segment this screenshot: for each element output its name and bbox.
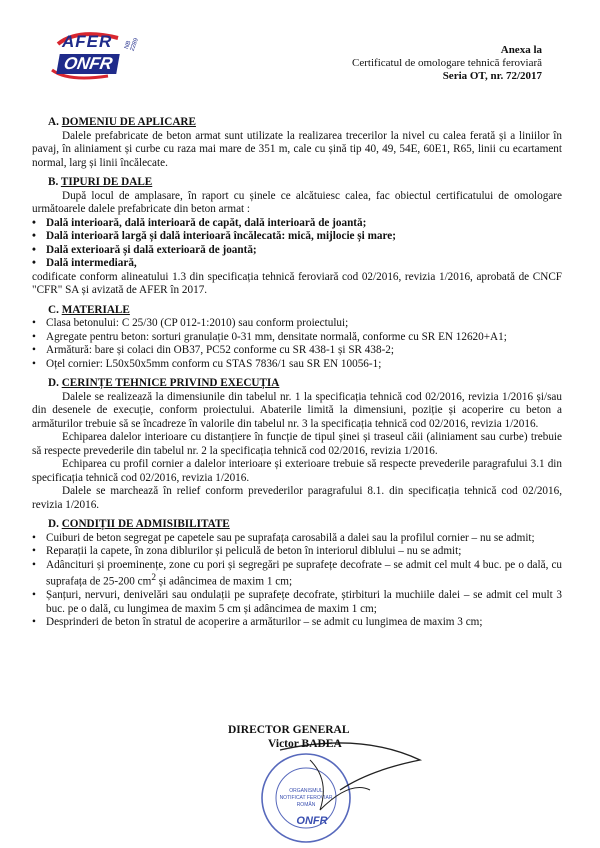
- slab-types-list: [32, 217, 562, 271]
- list-item: • Desprinderi de beton în stratul de acoperire a armăturilor – se admit cu lungimea de maxim 3 cm;: [32, 616, 562, 630]
- section-d-heading: [48, 377, 562, 391]
- section-d: [32, 377, 562, 512]
- section-c: [32, 304, 562, 372]
- section-c-letter: C.: [48, 303, 59, 316]
- signature-block: [220, 720, 460, 840]
- section-a-title: DOMENIU DE APLICARE: [61, 116, 196, 128]
- section-d-title: CERINȚE TEHNICE PRIVIND EXECUȚIA: [61, 377, 280, 389]
- document-body: [32, 110, 562, 630]
- list-item: • Oțel cornier: L50x50x5mm conform cu STAS 7836/1 sau SR EN 10056-1;: [32, 358, 562, 372]
- section-e-title: CONDIȚII DE ADMISIBILITATE: [61, 518, 230, 530]
- logo-reg-number: NB 2289: [124, 37, 140, 53]
- signatory-title: DIRECTOR GENERAL: [228, 724, 350, 736]
- signatory-name: Victor BADEA: [268, 738, 342, 750]
- logo-afer-text: AFER: [62, 32, 113, 51]
- afer-onfr-logo: [48, 30, 140, 90]
- section-b-intro: După locul de amplasare, în raport cu șinele ce alcătuiesc calea, fac obiectul certificatului de omologare următoarele dalele prefabricate din beton armat :: [32, 189, 562, 215]
- section-b-letter: B.: [48, 176, 59, 188]
- svg-text:NOTIFICAT FEROVIAR: NOTIFICAT FEROVIAR: [279, 795, 333, 801]
- stamp-center-text: ONFR: [296, 815, 328, 827]
- materials-list: [32, 317, 562, 371]
- section-b: [32, 176, 562, 298]
- list-item: • Dală exterioară și dală exterioară de joantă;: [32, 244, 562, 258]
- annex-header: [352, 44, 542, 83]
- svg-text:ROMÂN: ROMÂN: [296, 802, 316, 808]
- section-a-text: Dalele prefabricate de beton armat sunt utilizate la realizarea trecerilor la nivel cu calea ferată și a liniilor în pavaj, în aliniament și curbe cu raza mai mare de 351 m, cale cu șină tip 40, 49, 54E, 60E1, R65, linii cu ecartament normal, larg și linii încălecate.: [32, 129, 562, 169]
- section-e: [32, 518, 562, 630]
- list-item: • Agregate pentru beton: sorturi granulație 0-31 mm, densitate normală, conforme cu SR EN 12620+A1;: [32, 331, 562, 345]
- section-a-letter: A.: [48, 116, 59, 128]
- list-item: • Cuiburi de beton segregat pe capetele sau pe suprafața carosabilă a dalei sau la profilul cornier – nu se admit;: [32, 532, 562, 546]
- section-b-outro: codificate conform alineatului 1.3 din specificația tehnică feroviară cod 02/2016, revizia 1/2016, aprobată de CNCF "CFR" SA și avizată de AFER în 2017.: [32, 270, 562, 296]
- list-item: • Dală interioară largă și dală interioară încălecată: mică, mijlocie și mare;: [32, 230, 562, 244]
- list-item: • Șanțuri, nervuri, denivelări sau ondulații pe suprafețe decofrate, știrbituri la muchiile dalei – se admit cel mult 3 buc. pe o dală, cu lungimea de maxim 5 cm și adâncimea de maxim 1 cm;: [32, 589, 562, 616]
- list-item: • Adâncituri și proeminențe, zone cu pori și segregări pe suprafețe decofrate – se admit cel mult 4 buc. pe o dală, cu suprafața de 25-200 $cm^2$ și adâncimea de maxim 1 cm;: [32, 559, 562, 590]
- annex-label: Anexa la: [500, 44, 542, 56]
- section-d-paragraph: Echiparea dalelor interioare cu distanțiere în funcție de tipul șinei și traseul căii (aliniament sau curbe) trebuie să respecte prevederile din tabelul nr. 2 la specificația tehnică cod 02/2016, revizia 1/2016.: [32, 431, 562, 457]
- list-item: • Reparații la capete, în zona diblurilor și peliculă de beton în interiorul diblului – nu se admit;: [32, 545, 562, 559]
- signature-scribble: [280, 743, 420, 790]
- logo-onfr-text: ONFR: [56, 54, 120, 74]
- certificate-series: Seria OT, nr. 72/2017: [442, 70, 542, 82]
- list-item: • Dală interioară, dală interioară de capăt, dală interioară de joantă;: [32, 217, 562, 231]
- certificate-name: Certificatul de omologare tehnică feroviară: [352, 57, 542, 69]
- section-e-heading: [48, 518, 562, 532]
- section-b-title: TIPURI DE DALE: [60, 176, 153, 188]
- section-d-paragraph: Dalele se marchează în relief conform prevederilor paragrafului 8.1. din specificația tehnică cod 02/2016, revizia 1/2016.: [32, 485, 562, 511]
- section-e-letter: D.: [48, 518, 59, 530]
- list-item: • Armătură: bare și colaci din OB37, PC52 conforme cu SR 438-1 și SR 438-2;: [32, 344, 562, 358]
- admissibility-list: [32, 532, 562, 630]
- section-d-letter: D.: [48, 377, 59, 389]
- section-d-paragraph: Echiparea cu profil cornier a dalelor interioare și exterioare trebuie să respecte prevederile paragrafului 3.1 din specificația tehnică cod 02/2016, revizia 1/2016.: [32, 458, 562, 484]
- list-item: • Clasa betonului: C 25/30 (CP 012-1:2010) sau conform proiectului;: [32, 317, 562, 331]
- section-a-heading: [48, 116, 562, 130]
- list-item: • Dală intermediară,: [32, 257, 562, 271]
- section-b-heading: [48, 176, 562, 190]
- section-a: [32, 116, 562, 170]
- section-d-paragraph: Dalele se realizează la dimensiunile din tabelul nr. 1 la specificația tehnică cod 02/2016, revizia 1/2016 și/sau din desenele de execuție, conform proiectului. Abaterile limită la dimensiuni, poziție și acoperire cu beton a armăturilor trebuie să se încadreze în valorile din tabelul nr. 3 la specificația tehnică cod 02/2016, revizia 1/2016.: [32, 390, 562, 430]
- stamp-inner-text: ORGANISMUL: [289, 788, 323, 794]
- section-c-heading: [48, 304, 562, 318]
- section-c-title: MATERIALE: [61, 303, 130, 316]
